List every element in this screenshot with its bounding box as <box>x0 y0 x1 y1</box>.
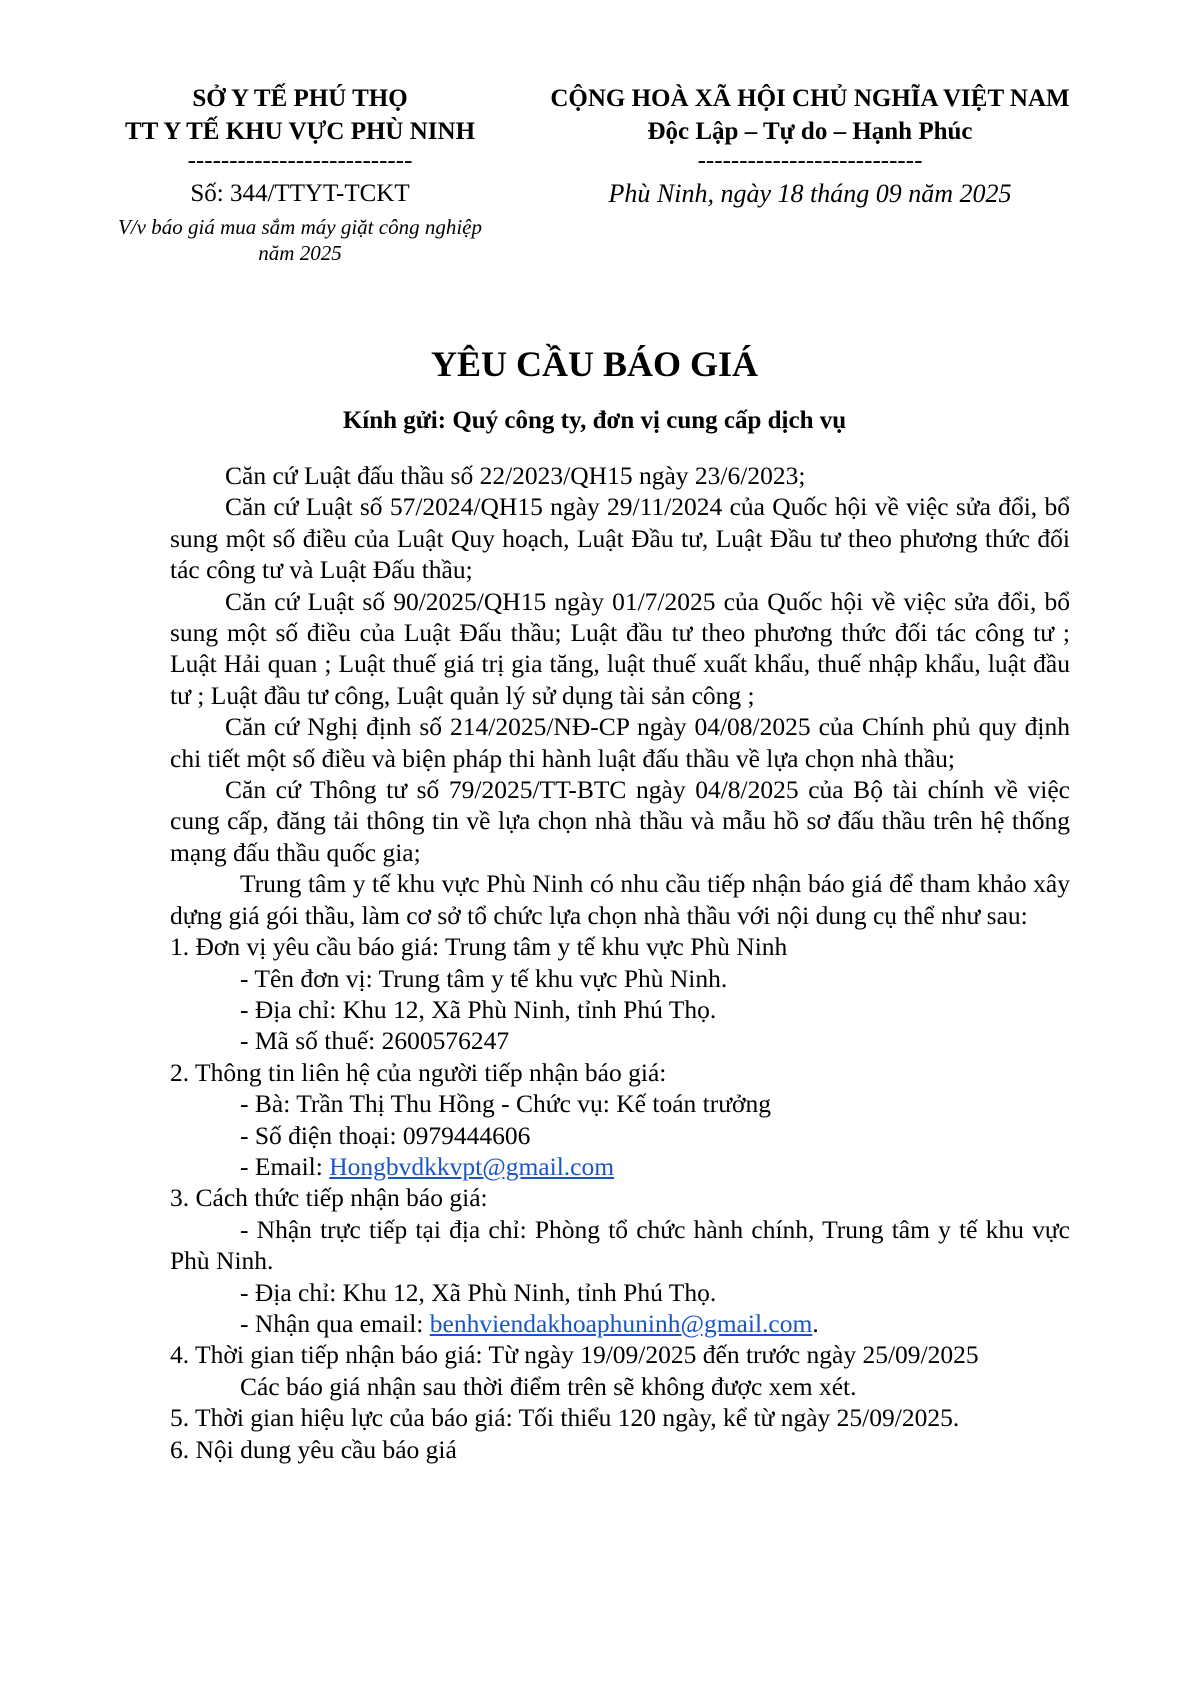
legal-basis: Căn cứ Nghị định số 214/2025/NĐ-CP ngày 04/08/2025 của Chính phủ quy định chi tiết một số điều và biện pháp thi hành luật đấu thầu về lựa chọn nhà thầu; <box>170 712 1070 773</box>
contact-phone-line: - Số điện thoại: 0979444606 <box>240 1120 531 1150</box>
unit-name-line: - Tên đơn vị: Trung tâm y tế khu vực Phù Ninh. <box>240 963 728 993</box>
section-4-heading: 4. Thời gian tiếp nhận báo giá: Từ ngày 19/09/2025 đến trước ngày 25/09/2025 <box>170 1340 979 1370</box>
legal-basis: Căn cứ Luật số 57/2024/QH15 ngày 29/11/2024 của Quốc hội về việc sửa đổi, bổ sung một số điều của Luật Quy hoạch, Luật Đầu tư, Luật Đầu tư theo phương thức đối tác công tư và Luật Đấu thầu; <box>170 492 1070 585</box>
contact-email-link[interactable]: Hongbvdkkvpt@gmail.com <box>329 1151 615 1181</box>
document-date: Phù Ninh, ngày 18 tháng 09 năm 2025 <box>608 179 1012 208</box>
late-submission-note: Các báo giá nhận sau thời điểm trên sẽ không được xem xét. <box>240 1371 857 1401</box>
receipt-email-line <box>170 1308 1070 1339</box>
document-number: Số: 344/TTYT-TCKT <box>190 180 410 207</box>
nation-title: CỘNG HOÀ XÃ HỘI CHỦ NGHĨA VIỆT NAM <box>550 85 1070 112</box>
legal-basis: Căn cứ Luật đấu thầu số 22/2023/QH15 ngày 23/6/2023; <box>225 461 806 490</box>
section-5-heading: 5. Thời gian hiệu lực của báo giá: Tối thiểu 120 ngày, kể từ ngày 25/09/2025. <box>170 1403 960 1433</box>
receipt-email-period: . <box>812 1308 819 1338</box>
intro-paragraph: Trung tâm y tế khu vực Phù Ninh có nhu cầu tiếp nhận báo giá để tham khảo xây dựng giá gói thầu, làm cơ sở tổ chức lựa chọn nhà thầu với nội dung cụ thể như sau: <box>170 869 1070 930</box>
unit-name: TT Y TẾ KHU VỰC PHÙ NINH <box>124 118 476 145</box>
document-body <box>170 460 1070 1465</box>
receipt-email-label: - Nhận qua email: <box>240 1308 430 1338</box>
right-divider: --------------------------- <box>697 147 923 174</box>
agency-name: SỞ Y TẾ PHÚ THỌ <box>192 85 408 112</box>
contact-email-label: - Email: <box>240 1151 330 1181</box>
section-2-heading: 2. Thông tin liên hệ của người tiếp nhận báo giá: <box>170 1057 667 1087</box>
section-1-heading: 1. Đơn vị yêu cầu báo giá: Trung tâm y tế khu vực Phù Ninh <box>170 932 788 962</box>
header-left <box>100 82 500 266</box>
left-divider: --------------------------- <box>187 147 413 174</box>
contact-person-line: - Bà: Trần Thị Thu Hồng - Chức vụ: Kế toán trưởng <box>240 1089 772 1119</box>
document-subject: V/v báo giá mua sắm máy giặt công nghiệp năm 2025 <box>118 215 482 265</box>
section-6-heading: 6. Nội dung yêu cầu báo giá <box>170 1434 457 1464</box>
tax-code-line: - Mã số thuế: 2600576247 <box>240 1026 510 1056</box>
direct-receipt-line: - Nhận trực tiếp tại địa chỉ: Phòng tổ chức hành chính, Trung tâm y tế khu vực Phù Ninh. <box>170 1214 1070 1276</box>
legal-basis: Căn cứ Luật số 90/2025/QH15 ngày 01/7/2025 của Quốc hội về việc sửa đổi, bổ sung một số điều của Luật Đấu thầu; Luật đầu tư theo phương thức đối tác công tư ; Luật Hải quan ; Luật thuế giá trị gia tăng, luật thuế xuất khẩu, thuế nhập khẩu, luật đầu tư ; Luật đầu tư công, Luật quản lý sử dụng tài sản công ; <box>170 586 1070 710</box>
section-3-heading: 3. Cách thức tiếp nhận báo giá: <box>170 1183 488 1213</box>
legal-basis: Căn cứ Thông tư số 79/2025/TT-BTC ngày 04/8/2025 của Bộ tài chính về việc cung cấp, đăng tải thông tin về lựa chọn nhà thầu và mẫu hồ sơ đấu thầu trên hệ thống mạng đấu thầu quốc gia; <box>170 775 1070 867</box>
document-title: YÊU CẦU BÁO GIÁ <box>430 344 759 384</box>
receipt-address-line: - Địa chỉ: Khu 12, Xã Phù Ninh, tỉnh Phú Thọ. <box>240 1277 717 1307</box>
contact-email-line <box>170 1151 1070 1182</box>
receipt-email-link[interactable]: benhviendakhoaphuninh@gmail.com <box>429 1308 813 1338</box>
recipient-line: Kính gửi: Quý công ty, đơn vị cung cấp dịch vụ <box>342 407 847 434</box>
document-header <box>0 82 1189 292</box>
header-right <box>505 82 1115 214</box>
unit-address-line: - Địa chỉ: Khu 12, Xã Phù Ninh, tỉnh Phú Thọ. <box>240 994 717 1024</box>
national-motto: Độc Lập – Tự do – Hạnh Phúc <box>647 118 973 145</box>
